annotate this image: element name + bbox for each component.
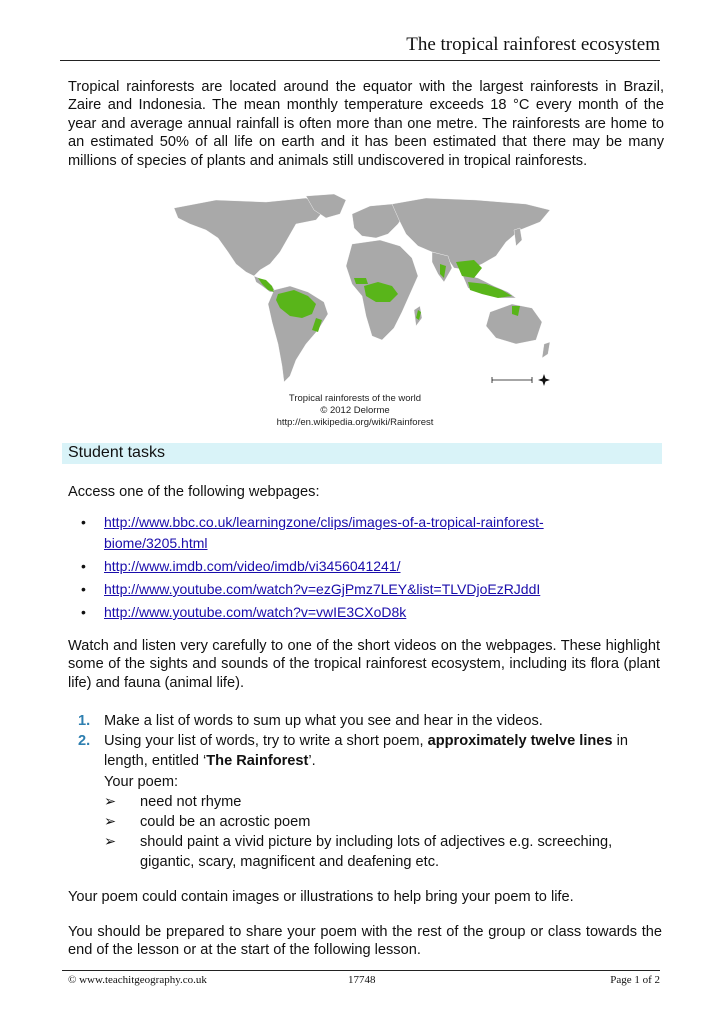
new-zealand (542, 342, 550, 358)
caption-source: http://en.wikipedia.org/wiki/Rainforest (276, 417, 434, 428)
task-list (68, 711, 660, 872)
japan (514, 228, 522, 246)
section-heading-bar (62, 443, 662, 464)
bullet: • (81, 581, 86, 597)
watch-paragraph: Watch and listen very carefully to one of the short videos on the webpages. These highlight some of the sights and sounds of the tropical rainforest ecosystem, including its flora (plant life) and fauna (animal life). (68, 638, 660, 691)
rainforest-west-africa (354, 278, 368, 284)
poem-requirements (104, 772, 660, 872)
link-youtube-2[interactable]: http://www.youtube.com/watch?v=vwIE3CXoD8k (104, 604, 407, 620)
caption-title: Tropical rainforests of the world (288, 393, 422, 404)
caption-copyright: © 2012 Delorme (320, 405, 390, 416)
north-america (174, 198, 326, 276)
list-item: ➢ should paint a vivid picture by including lots of adjectives e.g. screeching, gigantic, scary, magnificent and deafening etc. (104, 834, 613, 870)
task-number: 1. (78, 713, 91, 729)
poem-intro: Your poem: (104, 774, 179, 790)
share-paragraph: You should be prepared to share your poem with the rest of the group or class towards the end of the lesson or at the start of the following lesson. (68, 924, 662, 959)
list-item (68, 579, 658, 600)
list-item (68, 512, 658, 554)
task-number: 2. (78, 733, 91, 749)
page-footer (62, 970, 660, 987)
task-item-1 (68, 711, 660, 731)
emphasis-length: approximately twelve lines (427, 733, 613, 749)
poem-rule-list (104, 792, 660, 872)
footer-code: 17748 (348, 974, 376, 986)
link-imdb[interactable]: http://www.imdb.com/video/imdb/vi3456041241/ (104, 558, 401, 574)
footer-site: © www.teachitgeography.co.uk (68, 974, 207, 986)
intro-paragraph: Tropical rainforests are located around the equator with the largest rainforests in Brazil, Zaire and Indonesia. The mean monthly temperature exceeds 18 °C every month of the year and average annual rainfall is often more than one metre. The rainforests are home to an estimated 50% of all life on earth and it has been estimated that there may be many millions of species of plants and animals still undiscovered in tropical rainforests. (68, 79, 664, 169)
images-paragraph: Your poem could contain images or illustrations to help bring your poem to life. (68, 889, 574, 905)
emphasis-title: The Rainforest (206, 753, 309, 769)
task-item-2: 2. Using your list of words, try to write a short poem, approximately twelve lines in length, entitled ‘The Rainforest’. Your poem: ➢ need not rhyme ➢ could be an acrostic poem ➢ should paint a vivid picture by including lots of adjectives e.g. screeching, gigantic, scary, magnificent and deafening etc. (68, 731, 660, 872)
page-title: The tropical rainforest ecosystem (60, 34, 660, 61)
bullet: • (81, 558, 86, 574)
list-item (68, 602, 658, 623)
webpage-link-list (68, 512, 658, 625)
bullet: • (81, 604, 86, 620)
list-item (68, 556, 658, 577)
list-item: ➢ could be an acrostic poem (104, 814, 311, 830)
scale-bar (492, 377, 532, 383)
link-bbc[interactable]: http://www.bbc.co.uk/learningzone/clips/images-of-a-tropical-rainforest- biome/3205.html (104, 514, 544, 551)
map-caption (156, 393, 554, 429)
footer-page-number: Page 1 of 2 (610, 974, 660, 986)
access-instruction: Access one of the following webpages: (68, 484, 320, 500)
section-title: Student tasks (68, 444, 165, 461)
compass-icon (538, 374, 550, 386)
map-svg (156, 194, 554, 392)
bullet: • (81, 514, 86, 530)
arrow-bullet-icon: ➢ (104, 814, 117, 830)
list-item: ➢ need not rhyme (104, 794, 242, 810)
arrow-bullet-icon: ➢ (104, 794, 117, 810)
arrow-bullet-icon: ➢ (104, 834, 117, 850)
world-rainforest-map (156, 194, 554, 392)
asia (392, 198, 550, 270)
task-text: Make a list of words to sum up what you see and hear in the videos. (104, 713, 543, 729)
link-youtube-1[interactable]: http://www.youtube.com/watch?v=ezGjPmz7LEY&list=TLVDjoEzRJddI (104, 581, 541, 597)
